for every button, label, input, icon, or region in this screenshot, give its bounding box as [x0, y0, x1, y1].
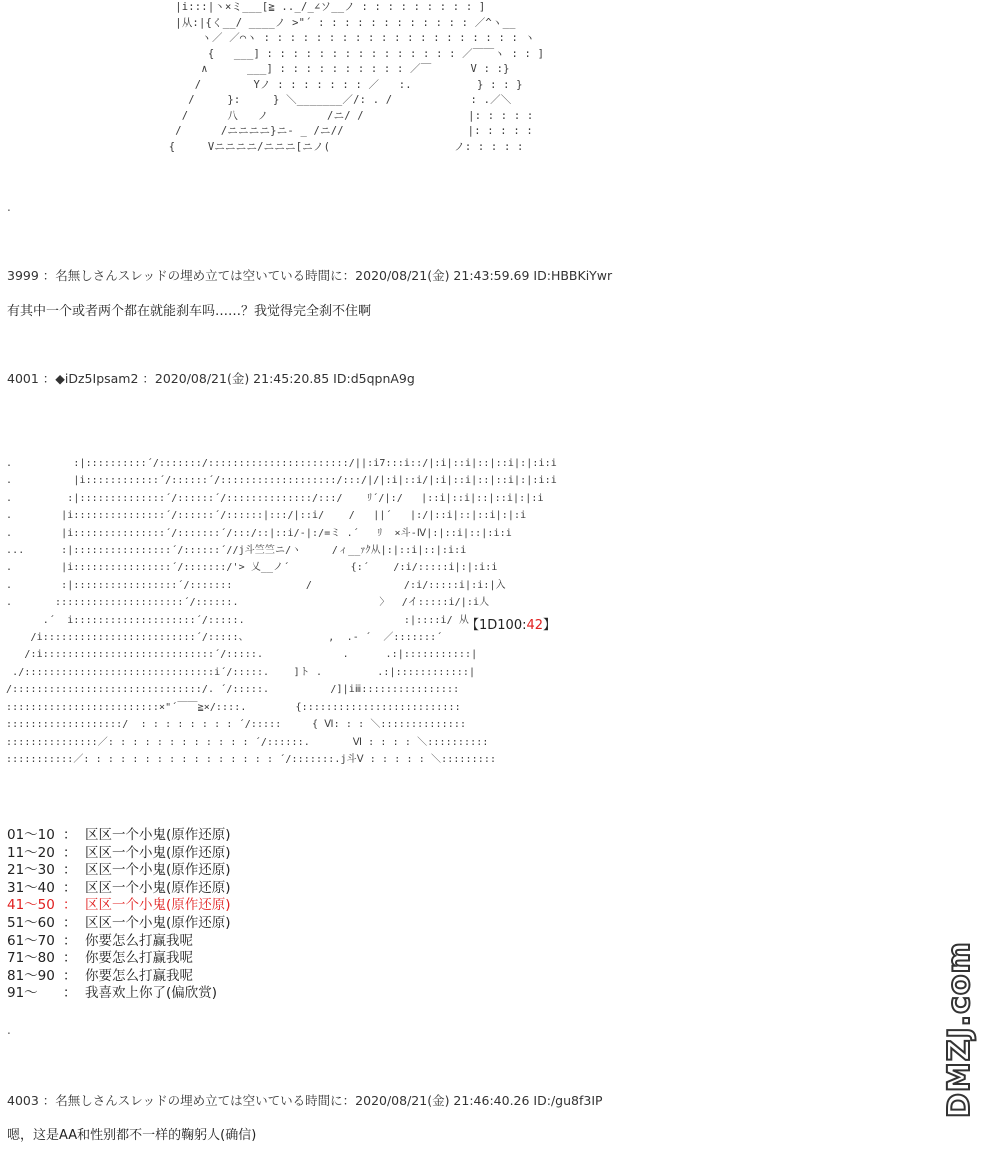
site-watermark-logo — [940, 941, 990, 1165]
outcome-text: 区区一个小鬼(原作还原) — [85, 914, 231, 931]
outcome-row — [7, 880, 231, 898]
outcome-sep: ： — [63, 862, 77, 879]
outcome-row — [7, 933, 231, 951]
outcome-sep: ： — [63, 914, 77, 931]
outcome-text: 你要怎么打赢我呢 — [85, 967, 193, 984]
outcome-row — [7, 985, 231, 1003]
ascii-art-top: |i:::|丶×ミ___[≧ .._/_∠ソ__ノ : : : : : : : : : ] |从:|{く__/ ____ノ >"´ : : : : : : : : : : : : ／^ヽ__ ヽ／ ／⌒ヽ : : : : : : : : : : : : : : : : : : : : ヽ { ___] : : : : : : : : : : : : : : : ／￣￣ヽ : : ] ∧ ___] : : : : : : : : : : ／￣ V : :} / Yノ : : : : : : : ／ :. } : : } / }: } ＼_______／/: . / : .／＼ / 八 ノ /ニ/ / |: : : : : / /ニニニニ}ニ- _ /ニ// |: : : : : { Vニニニニ/ニニニ[ニノ( ノ: : : : : — [168, 1, 545, 153]
separator-dot: . — [7, 200, 11, 214]
dice-roll — [466, 614, 556, 633]
outcome-sep: ： — [63, 827, 77, 843]
outcome-range: 21～30 — [7, 862, 55, 879]
post-4001-header: 4001 ：◆iDz5Ipsam2 ：2020/08/21(金) 21:45:20.85 ID:d5qpnA9g — [7, 371, 415, 386]
outcome-text: 区区一个小鬼(原作还原) — [85, 844, 231, 861]
outcome-text: 我喜欢上你了(偏欣赏) — [85, 985, 218, 1002]
outcome-row — [7, 827, 231, 845]
outcome-sep: ： — [63, 967, 77, 984]
outcome-sep: ： — [63, 985, 77, 1002]
separator-dot: . — [7, 1023, 11, 1037]
outcome-range: 71～80 — [7, 950, 55, 967]
outcome-row — [7, 862, 231, 880]
outcome-sep: ： — [63, 950, 77, 967]
outcome-range: 01～10 — [7, 827, 55, 843]
outcome-range: 11～20 — [7, 844, 55, 861]
outcome-text: 区区一个小鬼(原作还原) — [85, 862, 231, 879]
outcome-table — [7, 827, 231, 1003]
watermark-text: DMZJ.com — [942, 941, 977, 1118]
outcome-range: 61～70 — [7, 932, 55, 949]
outcome-range: 81～90 — [7, 967, 55, 984]
outcome-range: 41～50 — [7, 897, 55, 914]
outcome-sep: ： — [63, 844, 77, 861]
outcome-text: 你要怎么打赢我呢 — [85, 950, 193, 967]
outcome-sep: ： — [63, 879, 77, 896]
post-3999-body: 有其中一个或者两个都在就能刹车吗……？我觉得完全刹不住啊 — [7, 304, 372, 319]
outcome-row — [7, 915, 231, 933]
outcome-row — [7, 968, 231, 986]
outcome-text: 你要怎么打赢我呢 — [85, 932, 193, 949]
ascii-art-character: . :|::::::::::´/:::::::/:::::::::::::::::::::::/||:i7:::i::/|:i|::i|::|::i|:|:i:i . |i::::::::::::´/::::::´/:::::::::::::::::::/:::/|/|:i|::i/|:i|::i|::|::i|:|:i:i . :|::::::::::::::´/::::::´/::::::::::::::/:::/ ﾘ´/|:/ |::i|::i|::|::i|:|:i . |i:::::::::::::::´/::::::´/::::::|:::/|::i/ / ||´ |:/|::i|::|::i|:|:i . |i:::::::::::::::´/:::::::´/:::/::|::i/-|:/=ミ .´ ﾘ ×斗-Ⅳ|:|::i|::|:i:i ... :|::::::::::::::::´/::::::´//j斗竺竺ニ/ヽ /ィ__ｧｸ从|:|::i|::|:i:i . |i::::::::::::::::´/:::::::/'> 乂__ノ´ {:´ /:i/:::::i|:|:i:i . :|:::::::::::::::::´/::::::: / /:i/:::::i|:i:|入 . :::::::::::::::::::::´/::::::. 〉 /イ:::::i/|:i人 .´ i::::::::::::::::::::´/:::::. :|::::i/ 从 /i:::::::::::::::::::::::::´/:::::、 , .- ´ ／:::::::´ /:i::::::::::::::::::::::::::::´/:::::. . .:|:::::::::::| ./:::::::::::::::::::::::::::::::i´/:::::. ]ト . .:|::::::::::::| /:::::::::::::::::::::::::::::::/. ´/:::::. /]|iⅲ:::::::::::::::: :::::::::::::::::::::::::×"´￣￣≧×/::::. {:::::::::::::::::::::::::: :::::::::::::::::::/ : : : : : : : : ´/::::: { Ⅵ: : : ＼:::::::::::::: :::::::::::::::／: : : : : : : : : : : : ´/::::::. Ⅵ : : : : ＼:::::::::: :::::::::::／: : : : : : : : : : : : : : : : ´/:::::::.j斗Ⅴ : : : : : ＼::::::::: — [6, 458, 557, 765]
post-4003-body: 嗯，这是AA和性别都不一样的鞠躬人(确信) — [7, 1128, 257, 1143]
outcome-text: 区区一个小鬼(原作还原) — [85, 897, 231, 914]
dice-suffix: 】 — [543, 618, 557, 633]
post-3999-header: 3999 ：名無しさんスレッドの埋め立ては空いている時間に：2020/08/21(金) 21:43:59.69 ID:HBBKiYwr — [7, 268, 613, 283]
outcome-text: 区区一个小鬼(原作还原) — [85, 879, 231, 896]
outcome-sep: ： — [63, 932, 77, 949]
outcome-row — [7, 950, 231, 968]
outcome-row — [7, 845, 231, 863]
outcome-range: 51～60 — [7, 914, 55, 931]
dice-prefix: 【1D100: — [466, 618, 527, 633]
outcome-row-selected — [7, 897, 231, 915]
post-4003-header: 4003 ：名無しさんスレッドの埋め立ては空いている時間に：2020/08/21(金) 21:46:40.26 ID:/gu8f3IP — [7, 1093, 603, 1108]
outcome-text: 区区一个小鬼(原作还原) — [85, 827, 231, 843]
dice-value: 42 — [526, 618, 544, 633]
outcome-range: 31～40 — [7, 879, 55, 896]
outcome-sep: ： — [63, 897, 77, 914]
outcome-range: 91～ — [7, 985, 38, 1002]
